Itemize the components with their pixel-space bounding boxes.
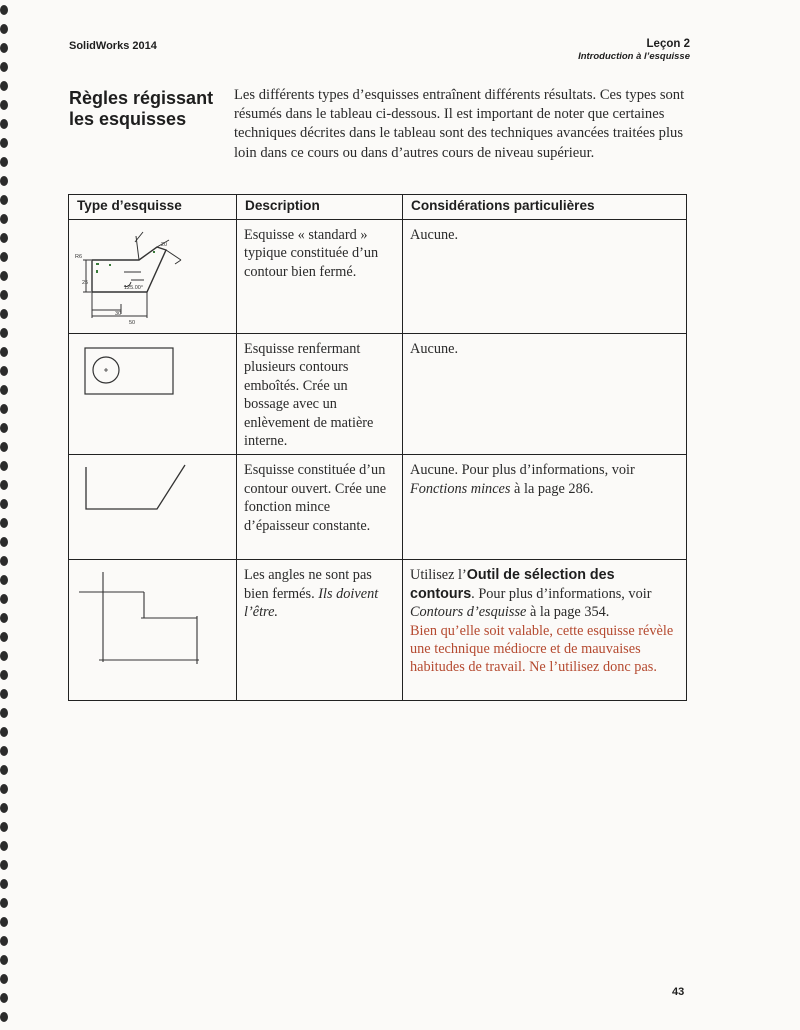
binding-hole — [0, 461, 8, 471]
binding-hole — [0, 974, 8, 984]
col-header-considerations: Considérations particulières — [403, 195, 687, 220]
table-header-row — [69, 195, 687, 220]
sketch-dim-label: 25 — [82, 280, 89, 286]
binding-hole — [0, 822, 8, 832]
section-title: Règles régissant les esquisses — [69, 88, 214, 129]
spiral-binding — [0, 0, 16, 1030]
header-lesson — [578, 38, 690, 62]
col-header-description: Description — [237, 195, 403, 220]
binding-hole — [0, 119, 8, 129]
header-product: SolidWorks 2014 — [69, 40, 157, 52]
considerations-cell — [403, 560, 687, 701]
header-lesson-subtitle: Introduction à l’esquisse — [578, 51, 690, 62]
binding-hole — [0, 157, 8, 167]
header-lesson-title: Leçon 2 — [646, 38, 690, 50]
binding-hole — [0, 24, 8, 34]
description-text: Les angles ne sont pas bien fermés. — [244, 567, 372, 602]
binding-hole — [0, 480, 8, 490]
sketch-dim-label: 30 — [115, 311, 122, 317]
binding-hole — [0, 252, 8, 262]
unclosed-corners-sketch-image — [69, 560, 235, 700]
sketch-dim-label: R6 — [75, 254, 83, 260]
considerations-text: Utilisez l’ — [410, 567, 467, 584]
binding-hole — [0, 670, 8, 680]
description-cell — [237, 560, 403, 701]
closed-profile-sketch-image — [69, 220, 235, 333]
binding-hole — [0, 708, 8, 718]
nested-contours-sketch-image — [69, 334, 235, 454]
binding-hole — [0, 176, 8, 186]
binding-hole — [0, 100, 8, 110]
sketch-cell — [69, 220, 237, 334]
binding-hole — [0, 81, 8, 91]
binding-hole — [0, 784, 8, 794]
cross-reference-link[interactable]: Contours d’esquisse — [410, 604, 527, 621]
sketch-cell — [69, 334, 237, 455]
considerations-cell: Aucune. — [403, 220, 687, 334]
binding-hole — [0, 1012, 8, 1022]
cross-reference-link[interactable]: Fonctions minces — [410, 480, 511, 497]
sketch-cell — [69, 560, 237, 701]
binding-hole — [0, 309, 8, 319]
binding-hole — [0, 43, 8, 53]
description-emphasis: Ils doivent l’être. — [244, 585, 379, 621]
considerations-cell: Aucune. — [403, 334, 687, 455]
binding-hole — [0, 347, 8, 357]
binding-hole — [0, 879, 8, 889]
binding-hole — [0, 765, 8, 775]
binding-hole — [0, 404, 8, 414]
binding-hole — [0, 860, 8, 870]
binding-hole — [0, 689, 8, 699]
binding-hole — [0, 632, 8, 642]
intro-paragraph: Les différents types d’esquisses entraînent différents résultats. Ces types sont résumés dans le tableau ci-dessous. Il est important de noter que certaines techniques décrites dans le tableau sont des techniques avancées traitées plus loin dans ce cours ou dans d’autres cours de niveau supérieur. — [234, 87, 685, 161]
sketch-dim-label: 20 — [161, 242, 168, 248]
table-row — [69, 334, 687, 455]
considerations-tail: à la page 286. — [514, 480, 594, 497]
binding-hole — [0, 5, 8, 15]
binding-hole — [0, 594, 8, 604]
considerations-text: Aucune. Pour plus d’informations, voir — [410, 462, 635, 479]
binding-hole — [0, 955, 8, 965]
table-row — [69, 455, 687, 560]
binding-hole — [0, 62, 8, 72]
binding-hole — [0, 727, 8, 737]
open-contour-sketch-image — [69, 455, 235, 559]
considerations-tail: à la page 354. — [529, 604, 610, 621]
binding-hole — [0, 499, 8, 509]
sketch-dim-label: 125.00° — [124, 285, 144, 291]
binding-hole — [0, 803, 8, 813]
warning-text: Bien qu’elle soit valable, cette esquisse révèle une technique médiocre et de mauvaises habitudes de travail. Ne l’utilisez donc pas. — [410, 622, 674, 676]
description-cell: Esquisse constituée d’un contour ouvert. Crée une fonction mince d’épaisseur constante. — [237, 455, 403, 560]
binding-hole — [0, 936, 8, 946]
table-row — [69, 220, 687, 334]
considerations-cell — [403, 455, 687, 560]
binding-hole — [0, 195, 8, 205]
binding-hole — [0, 841, 8, 851]
binding-hole — [0, 366, 8, 376]
considerations-mid: . Pour plus d’informations, voir — [471, 585, 652, 602]
binding-hole — [0, 290, 8, 300]
sketch-dim-label: 50 — [129, 320, 136, 326]
binding-hole — [0, 917, 8, 927]
tool-name: Outil de sélection des contours — [410, 567, 615, 602]
binding-hole — [0, 233, 8, 243]
binding-hole — [0, 214, 8, 224]
binding-hole — [0, 518, 8, 528]
binding-hole — [0, 138, 8, 148]
description-cell: Esquisse renfermant plusieurs contours emboîtés. Crée un bossage avec un enlèvement de matière interne. — [237, 334, 403, 455]
page-number: 43 — [672, 986, 685, 998]
binding-hole — [0, 746, 8, 756]
binding-hole — [0, 651, 8, 661]
binding-hole — [0, 328, 8, 338]
description-cell: Esquisse « standard » typique constituée d’un contour bien fermé. — [237, 220, 403, 334]
binding-hole — [0, 271, 8, 281]
binding-hole — [0, 385, 8, 395]
binding-hole — [0, 898, 8, 908]
sketch-rules-table — [68, 194, 687, 701]
binding-hole — [0, 575, 8, 585]
binding-hole — [0, 556, 8, 566]
binding-hole — [0, 613, 8, 623]
sketch-cell — [69, 455, 237, 560]
table-row — [69, 560, 687, 701]
binding-hole — [0, 423, 8, 433]
binding-hole — [0, 537, 8, 547]
binding-hole — [0, 993, 8, 1003]
binding-hole — [0, 442, 8, 452]
col-header-sketch-type: Type d’esquisse — [69, 195, 237, 220]
